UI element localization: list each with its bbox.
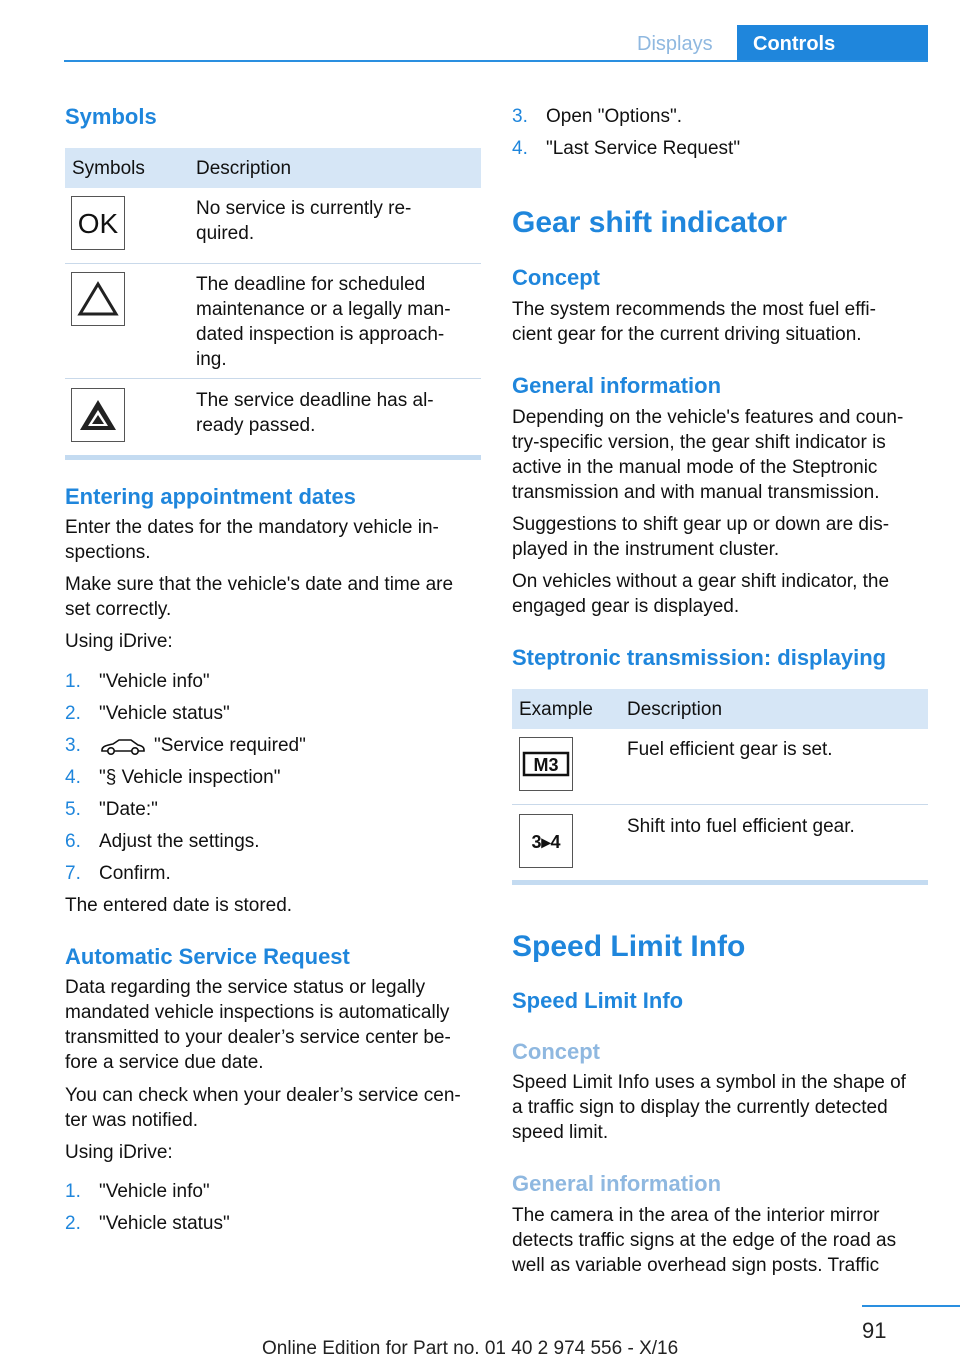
- header-section-label: Displays: [637, 33, 713, 55]
- sli-concept-heading: Concept: [512, 1039, 600, 1064]
- step-text: "Vehicle status": [99, 1213, 230, 1234]
- page-number: 91: [862, 1318, 887, 1343]
- symbols-col-header: Symbols: [72, 158, 145, 179]
- ok-icon: [71, 196, 125, 250]
- description-col-header: Description: [196, 158, 292, 179]
- step-number: 4.: [65, 767, 81, 788]
- asr-paragraph-2: You can check when your dealer’s service cen- ter was notified.: [65, 1085, 461, 1131]
- step-number: 2.: [65, 1213, 81, 1234]
- step-number: 1.: [65, 671, 81, 692]
- appointment-heading: Entering appointment dates: [65, 484, 356, 509]
- asr-using-idrive: Using iDrive:: [65, 1142, 173, 1163]
- step-number: 7.: [65, 863, 81, 884]
- step-number: 3.: [65, 735, 81, 756]
- table-end-rule: [512, 880, 928, 885]
- step-number: 5.: [65, 799, 81, 820]
- step-text: "Vehicle status": [99, 703, 230, 724]
- concept-heading: Concept: [512, 265, 600, 290]
- sli-concept-text: Speed Limit Info uses a symbol in the shape of a traffic sign to display the currently detected speed limit.: [512, 1072, 906, 1143]
- step-text: Adjust the settings.: [99, 831, 260, 852]
- sli-general-heading: General information: [512, 1171, 722, 1196]
- symbol-row-1-desc: No service is currently re- quired.: [196, 198, 412, 244]
- step-text: "Vehicle info": [99, 671, 210, 692]
- symbols-table-header: [65, 148, 481, 188]
- step-number: 2.: [65, 703, 81, 724]
- general-info-paragraph-1: Depending on the vehicle's features and coun- try-specific version, the gear shift indicator is active in the manual mode of the Steptronic transmission and with manual transmission.: [512, 407, 904, 503]
- symbol-row-2-desc: The deadline for scheduled maintenance or a legally man- dated inspection is approach- ing.: [196, 274, 451, 370]
- footer-rule: [862, 1305, 960, 1307]
- speed-limit-info-heading: Speed Limit Info: [512, 930, 746, 963]
- steptronic-heading: Steptronic transmission: displaying: [512, 645, 887, 670]
- step-text: "Last Service Request": [546, 138, 741, 159]
- header-rule: [64, 60, 928, 62]
- appointment-intro: Enter the dates for the mandatory vehicle in- spections.: [65, 517, 439, 563]
- gear-table-header: [512, 689, 928, 729]
- row-divider: [512, 804, 928, 805]
- step-number: 4.: [512, 138, 528, 159]
- gear-row-2-desc: Shift into fuel efficient gear.: [627, 816, 855, 837]
- svg-text:OK: OK: [77, 208, 119, 239]
- description-col-header: Description: [627, 699, 723, 720]
- car-service-icon: [99, 737, 147, 762]
- gear-shift-heading: Gear shift indicator: [512, 206, 788, 239]
- symbol-row-3-desc: The service deadline has al- ready passed.: [196, 390, 434, 436]
- step-text: "Vehicle info": [99, 1181, 210, 1202]
- concept-text: The system recommends the most fuel effi- cient gear for the current driving situation.: [512, 299, 876, 345]
- svg-text:M3: M3: [533, 755, 559, 775]
- date-stored-note: The entered date is stored.: [65, 895, 293, 916]
- step-number: 1.: [65, 1181, 81, 1202]
- asr-heading: Automatic Service Request: [65, 944, 350, 969]
- header-chapter-tab: Controls: [737, 25, 928, 62]
- warning-triangle-icon: [71, 272, 125, 326]
- using-idrive-label: Using iDrive:: [65, 631, 173, 652]
- appointment-datetime-note: Make sure that the vehicle's date and time are set correctly.: [65, 574, 454, 620]
- row-divider: [65, 263, 481, 264]
- svg-text:3▸4: 3▸4: [531, 832, 561, 852]
- step-text: "§ Vehicle inspection": [99, 767, 281, 788]
- gear-row-1-desc: Fuel efficient gear is set.: [627, 739, 833, 760]
- edition-footer: Online Edition for Part no. 01 40 2 974 556 - X/16: [262, 1338, 679, 1359]
- m3-gear-icon: [519, 737, 573, 791]
- step-text: "Service required": [154, 735, 306, 756]
- shift-3-to-4-icon: [519, 814, 573, 868]
- symbols-heading: Symbols: [65, 104, 157, 129]
- general-info-paragraph-3: On vehicles without a gear shift indicator, the engaged gear is displayed.: [512, 571, 890, 617]
- step-number: 6.: [65, 831, 81, 852]
- table-end-rule: [65, 455, 481, 460]
- step-text: "Date:": [99, 799, 158, 820]
- step-text: Confirm.: [99, 863, 171, 884]
- sli-general-text: The camera in the area of the interior mirror detects traffic signs at the edge of the road as well as variable overhead sign posts. Traffic: [512, 1205, 897, 1276]
- asr-paragraph-1: Data regarding the service status or legally mandated vehicle inspections is automatically transmitted to your dealer’s service center be- fore a service due date.: [65, 977, 451, 1073]
- general-info-paragraph-2: Suggestions to shift gear up or down are dis- played in the instrument cluster.: [512, 514, 890, 560]
- example-col-header: Example: [519, 699, 593, 720]
- step-number: 3.: [512, 106, 528, 127]
- general-info-heading: General information: [512, 373, 722, 398]
- speed-limit-info-subheading: Speed Limit Info: [512, 988, 684, 1013]
- step-text: Open "Options".: [546, 106, 683, 127]
- row-divider: [65, 378, 481, 379]
- warning-triangle-filled-icon: [71, 388, 125, 442]
